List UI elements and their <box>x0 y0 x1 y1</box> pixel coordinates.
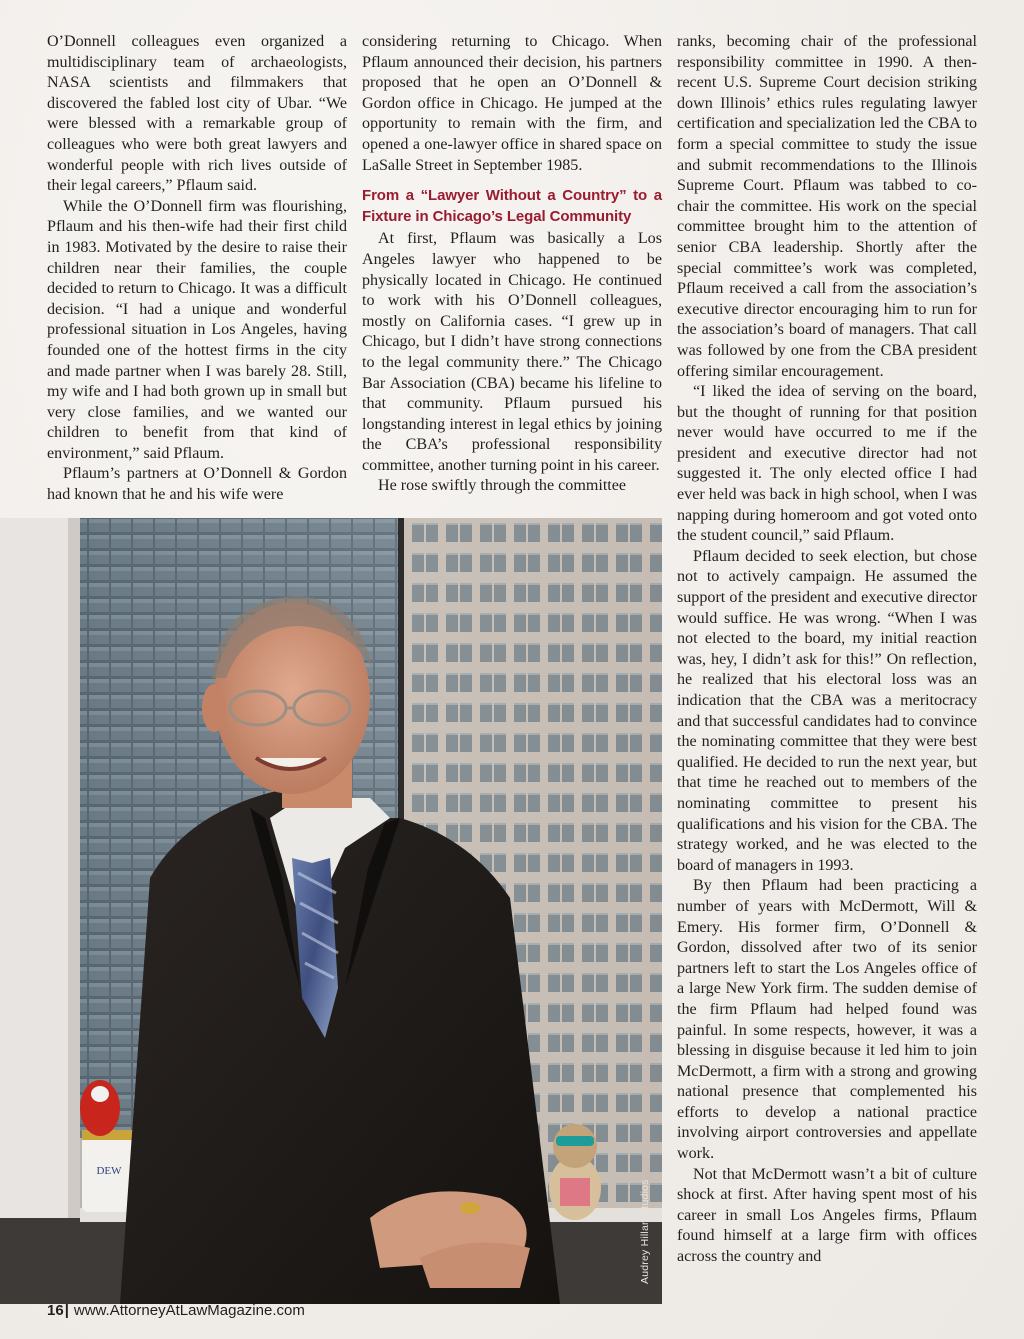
footer-separator: | <box>64 1302 69 1319</box>
page-footer <box>47 1302 305 1319</box>
paragraph: Not that McDermott wasn’t a bit of culture shock at first. After having spent most of his career in small Los Angeles firms, Pflaum found himself at a large firm with offices across the country and <box>677 1165 977 1266</box>
photo-credit: Audrey Hillan Studios <box>639 1179 651 1284</box>
paragraph: By then Pflaum had been practicing a number of years with McDermott, Will & Emery. His former firm, O’Donnell & Gordon, dissolved after two of its senior partners left to start the Los Angeles office of a large New York firm. The sudden demise of the firm Pflaum had helped found was painful. In some respects, however, it was a blessing in disguise because it led him to join McDermott, a firm with a strong and growing national presence that complemented his efforts to develop a national practice involving airport controversies and appellate work. <box>677 877 977 1163</box>
page-number: 16 <box>47 1302 64 1319</box>
magazine-url[interactable]: www.AttorneyAtLawMagazine.com <box>73 1302 305 1319</box>
text-column-3 <box>677 32 977 1268</box>
paragraph: At first, Pflaum was basically a Los Angeles lawyer who happened to be physically located in Chicago. He continued to work with his O’Donnell colleagues, mostly on California cases. “I grew up in Chicago, but I didn’t have strong connections to the legal community there.” The Chicago Bar Association (CBA) became his lifeline to that community. Pflaum pursued his longstanding interest in legal ethics by joining the CBA’s professional responsibility committee, another turning point in his career. <box>362 230 662 474</box>
portrait-photo <box>0 518 662 1304</box>
mug-label: DEW <box>96 1165 122 1177</box>
paragraph: He rose swiftly through the committee <box>378 477 627 495</box>
paragraph: considering returning to Chicago. When Pflaum announced their decision, his partners proposed that he open an O’Donnell & Gordon office in Chicago. He jumped at the opportunity to remain with the firm, and opened a one-lawyer office in shared space on LaSalle Street in September 1985. <box>362 33 662 174</box>
paragraph: “I liked the idea of serving on the board, but the thought of running for that position never would have occurred to me if the president and executive director had not suggested it. The only elected office I had ever held was back in high school, when I was napping during homeroom and got voted onto the student council,” said Pflaum. <box>677 383 977 545</box>
text-column-2 <box>362 32 662 497</box>
paragraph: ranks, becoming chair of the professional responsibility committee in 1990. A then-recent U.S. Supreme Court decision striking down Illinois’ ethics rules regulating lawyer certification and specialization led the CBA to form a special committee to study the issue and submit recommendations to the Illinois Supreme Court. Pflaum was tabbed to co-chair the committee. His work on the special committee brought him to the attention of senior CBA leadership. Shortly after the special committee’s work was completed, Pflaum received a call from the association’s executive director encouraging him to run for the association’s board of managers. That call was followed by one from the CBA president offering similar encouragement. <box>677 33 977 380</box>
section-subheading: From a “Lawyer Without a Country” to a Fixture in Chicago’s Legal Community <box>362 187 662 225</box>
paragraph: Pflaum’s partners at O’Donnell & Gordon had known that he and his wife were <box>47 465 347 504</box>
paragraph: Pflaum decided to seek election, but chose not to actively campaign. He assumed the support of the president and executive director would suffice. He was wrong. “When I was not elected to the board, my initial reaction was, hey, I didn’t ask for this!” On reflection, he realized that his electoral loss was an indication that the CBA was a meritocracy and that successful candidates had to convince the nominating committee that they were best qualified. He decided to run the next year, but that time he reached out to members of the nominating committee to present his qualifications and his vision for the CBA. The strategy worked, and he was elected to the board of managers in 1993. <box>677 547 977 874</box>
text-column-1 <box>47 32 347 506</box>
paragraph: O’Donnell colleagues even organized a multidisciplinary team of archaeologists, NASA scientists and filmmakers that discovered the fabled lost city of Ubar. “We were blessed with a remarkable group of colleagues who were both great lawyers and wonderful people with rich lives outside of their legal careers,” Pflaum said. <box>47 33 347 195</box>
paragraph: While the O’Donnell firm was flourishing, Pflaum and his then-wife had their first child in 1983. Motivated by the desire to raise their children near their families, the couple decided to return to Chicago. It was a difficult decision. “I had a unique and wonderful professional situation in Los Angeles, having founded one of the hottest firms in the city and made partner when I was barely 28. Still, my wife and I had both grown up in small but very close families, and we wanted our children to benefit from that kind of environment,” said Pflaum. <box>47 197 347 462</box>
